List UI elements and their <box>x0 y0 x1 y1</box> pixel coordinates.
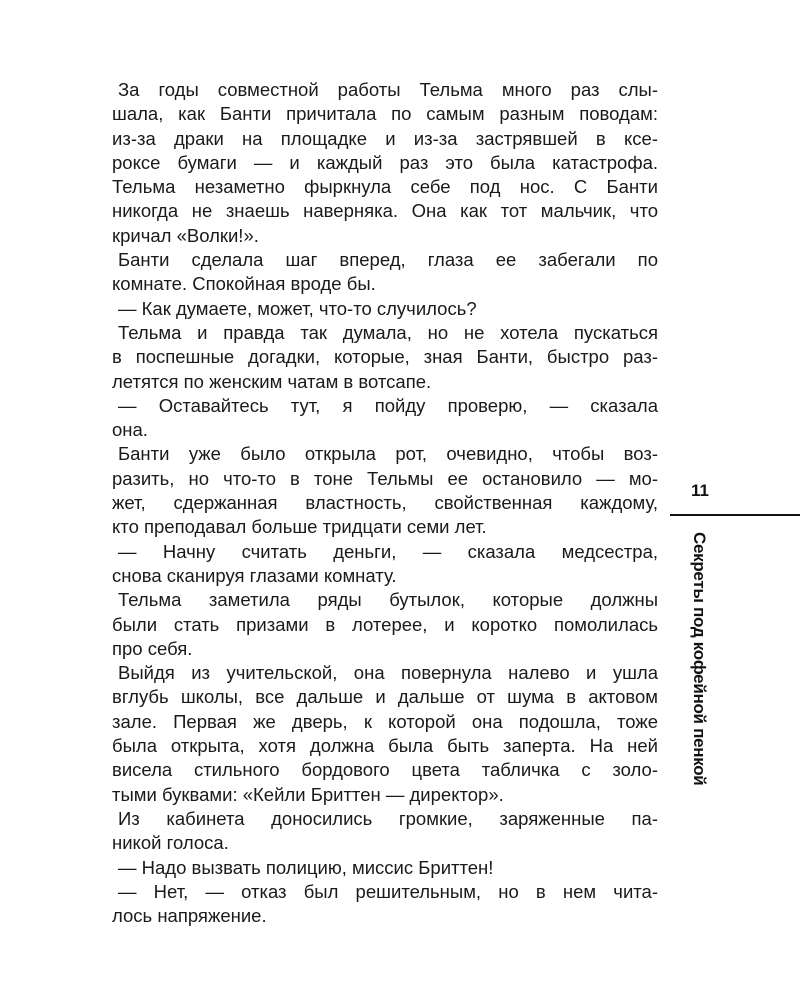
text-line: роксе бумаги — и каждый раз это была катастрофа. <box>112 151 658 173</box>
text-line: Банти уже было открыла рот, очевидно, чтобы воз- <box>118 443 658 465</box>
folio-rule <box>670 514 800 516</box>
text-line: шала, как Банти причитала по самым разным поводам: <box>112 103 658 125</box>
text-line: Тельма и правда так думала, но не хотела пускаться <box>118 321 658 343</box>
text-line: снова сканируя глазами комнату. <box>112 564 397 586</box>
text-line: — Оставайтесь тут, я пойду проверю, — сказала <box>118 394 658 416</box>
text-line: зале. Первая же дверь, к которой она подошла, тоже <box>112 710 658 732</box>
text-line: Тельма незаметно фыркнула себе под нос. С Банти <box>112 176 658 198</box>
text-line: были стать призами в лотерее, и коротко помолилась <box>112 613 658 635</box>
text-line: была открыта, хотя должна была быть заперта. На ней <box>112 735 658 757</box>
running-title-text: Секреты под кофейной пенкой <box>690 532 709 786</box>
text-line: она. <box>112 419 148 441</box>
text-line: Из кабинета доносились громкие, заряженные па- <box>118 807 658 829</box>
text-line: кричал «Волки!». <box>112 224 259 246</box>
text-line: разить, но что-то в тоне Тельмы ее остановило — мо- <box>112 467 658 489</box>
text-line: лось напряжение. <box>112 905 267 927</box>
text-line: жет, сдержанная властность, свойственная каждому, <box>112 492 658 514</box>
text-line: тыми буквами: «Кейли Бриттен — директор». <box>112 783 504 805</box>
text-line: в поспешные догадки, которые, зная Банти, быстро раз- <box>112 346 658 368</box>
text-line: висела стильного бордового цвета табличка с золо- <box>112 759 658 781</box>
body-text <box>112 78 658 928</box>
text-line: — Как думаете, может, что-то случилось? <box>118 297 477 319</box>
text-line: комнате. Спокойная вроде бы. <box>112 273 376 295</box>
text-line: — Надо вызвать полицию, миссис Бриттен! <box>118 856 494 878</box>
text-line: — Начну считать деньги, — сказала медсестра, <box>118 540 658 562</box>
text-line: За годы совместной работы Тельма много раз слы- <box>118 79 658 100</box>
text-line: кто преподавал больше тридцати семи лет. <box>112 516 487 538</box>
text-line: Тельма заметила ряды бутылок, которые должны <box>118 589 658 611</box>
text-line: никой голоса. <box>112 832 229 854</box>
text-line: летятся по женским чатам в вотсапе. <box>112 370 432 392</box>
text-line: Выйдя из учительской, она повернула налево и ушла <box>118 662 658 684</box>
text-line: про себя. <box>112 637 193 659</box>
page-number: 11 <box>691 481 709 500</box>
text-line: — Нет, — отказ был решительным, но в нем чита- <box>118 880 658 902</box>
text-line: вглубь школы, все дальше и дальше от шума в актовом <box>112 686 658 708</box>
text-line: никогда не знаешь наверняка. Она как тот мальчик, что <box>112 200 658 222</box>
text-line: из-за драки на площадке и из-за застрявшей в ксе- <box>112 127 658 149</box>
text-line: Банти сделала шаг вперед, глаза ее забегали по <box>118 249 658 271</box>
